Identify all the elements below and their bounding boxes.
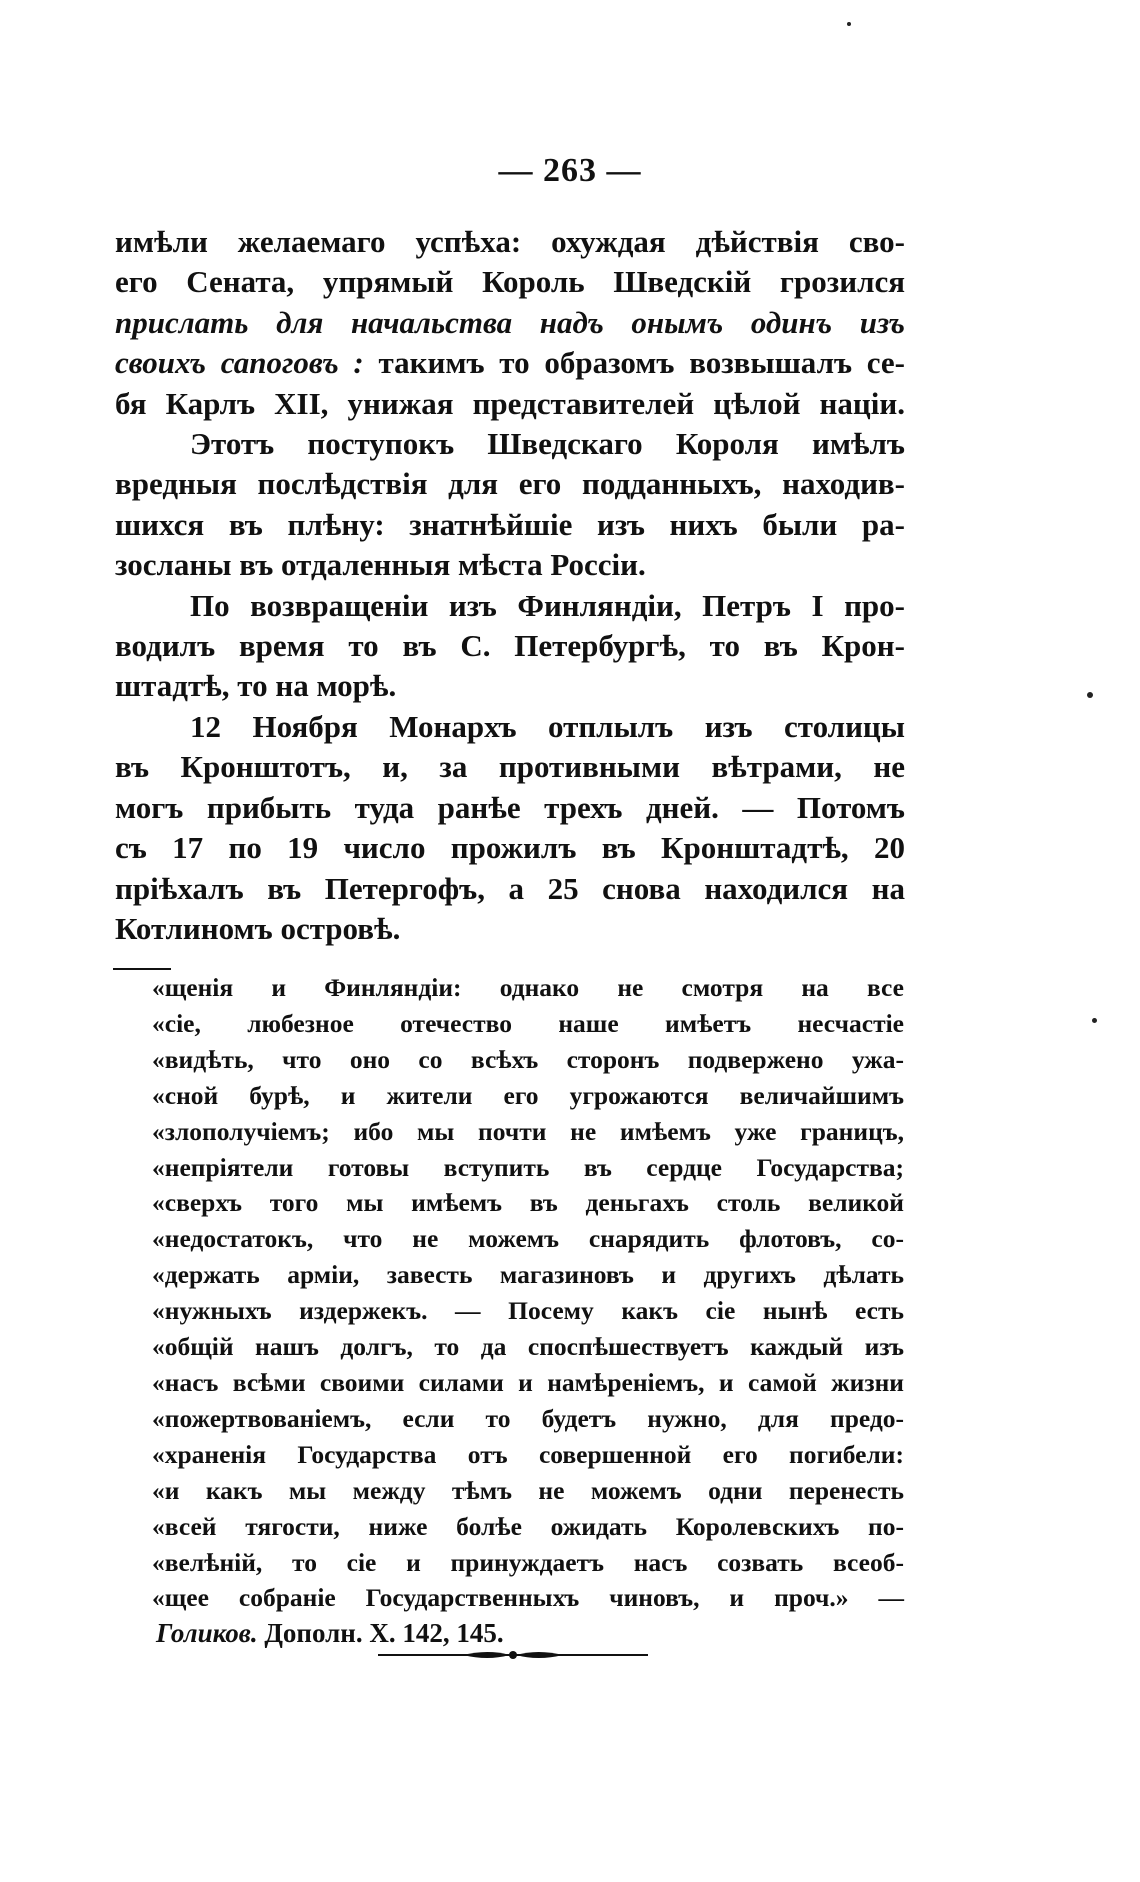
source-author: Голиков. [156, 1618, 258, 1649]
text-line: штадтѣ, то на морѣ. [115, 668, 397, 704]
text-line: имѣли желаемаго успѣха: охуждая дѣйствія сво- [115, 224, 905, 259]
footnote-line: «сіе, любезное отечество наше имѣетъ несчастіе [152, 1008, 904, 1038]
footnote-line: «непріятели готовы вступить въ сердце Государства; [152, 1152, 904, 1182]
text-line: Котлиномъ островѣ. [115, 910, 401, 946]
footnote-line: «велѣній, то сіе и принуждаетъ насъ созвать всеоб- [152, 1547, 904, 1577]
text-line: бя Карлъ XII, унижая представителей цѣлой націи. [115, 385, 905, 421]
text-run: такимъ то образомъ возвышалъ се- [363, 345, 906, 381]
text-line: его Сената, упрямый Король Шведскій грозился [115, 264, 905, 300]
text-line: вредныя послѣдствія для его подданныхъ, находив- [115, 466, 905, 502]
print-speck [1092, 1018, 1097, 1023]
text-italic-run: своихъ сапоговъ : [115, 345, 364, 381]
text-line: водилъ время то въ С. Петербургѣ, то въ Крон- [115, 628, 905, 664]
text-line: Этотъ поступокъ Шведскаго Короля имѣлъ [190, 426, 905, 462]
footnote-line: «пожертвованіемъ, если то будетъ нужно, для предо- [152, 1403, 904, 1433]
footnote-line: «и какъ мы между тѣмъ не можемъ одни перенесть [152, 1475, 904, 1505]
text-line: съ 17 по 19 число прожилъ въ Кронштадтѣ, 20 [115, 830, 905, 866]
footnote-line: «видѣть, что оно со всѣхъ сторонъ подвержено ужа- [152, 1044, 904, 1074]
footnote-source [152, 1616, 904, 1652]
ornament-divider-icon [378, 1648, 648, 1662]
print-speck [1087, 692, 1093, 698]
text-line: По возвращеніи изъ Финляндіи, Петръ I про- [190, 587, 905, 623]
footnote-line: «храненія Государства отъ совершенной его погибели: [152, 1439, 904, 1469]
footnote-line: «нужныхъ издержекъ. — Посему какъ сіе нынѣ есть [152, 1296, 904, 1326]
main-text [115, 222, 905, 949]
footnote-line: «всей тягости, ниже болѣе ожидать Королевскихъ по- [152, 1511, 904, 1541]
footnote-line: «общій нашъ долгъ, то да споспѣшествуетъ каждый изъ [152, 1332, 904, 1362]
text-line: пріѣхалъ въ Петергофъ, а 25 снова находился на [115, 870, 905, 906]
text-line: въ Кронштотъ, и, за противными вѣтрами, не [115, 749, 905, 785]
footnote [152, 970, 904, 1652]
text-line: прислать для начальства надъ онымъ одинъ изъ [115, 304, 905, 340]
text-line: могъ прибыть туда ранѣе трехъ дней. — Потомъ [115, 789, 905, 825]
footnote-line: «держать арміи, завесть магазиновъ и другихъ дѣлать [152, 1260, 904, 1290]
footnote-line: «недостатокъ, что не можемъ снарядить флотовъ, со- [152, 1224, 904, 1254]
footnote-line: «сной бурѣ, и жители его угрожаются величайшимъ [152, 1080, 904, 1110]
footnote-line: «щее собраніе Государственныхъ чиновъ, и проч.» — [152, 1583, 904, 1613]
footnote-line: «насъ всѣми своими силами и намѣреніемъ, и самой жизни [152, 1367, 904, 1397]
text-line: шихся въ плѣну: знатнѣйшіе изъ нихъ были ра- [115, 506, 905, 542]
footnote-line: «сверхъ того мы имѣемъ въ деньгахъ столь великой [152, 1188, 904, 1218]
footnote-line: «щенія и Финляндіи: однако не смотря на все [152, 973, 904, 1002]
text-line [115, 343, 905, 383]
page-number: — 263 — [498, 152, 642, 189]
footnote-line: «злополучіемъ; ибо мы почти не имѣемъ уже границъ, [152, 1116, 904, 1146]
text-line: 12 Ноября Монархъ отплылъ изъ столицы [190, 708, 905, 744]
text-line: зосланы въ отдаленныя мѣста Россіи. [115, 547, 646, 583]
print-speck [847, 22, 851, 26]
source-reference: Дополн. X. 142, 145. [257, 1618, 504, 1649]
